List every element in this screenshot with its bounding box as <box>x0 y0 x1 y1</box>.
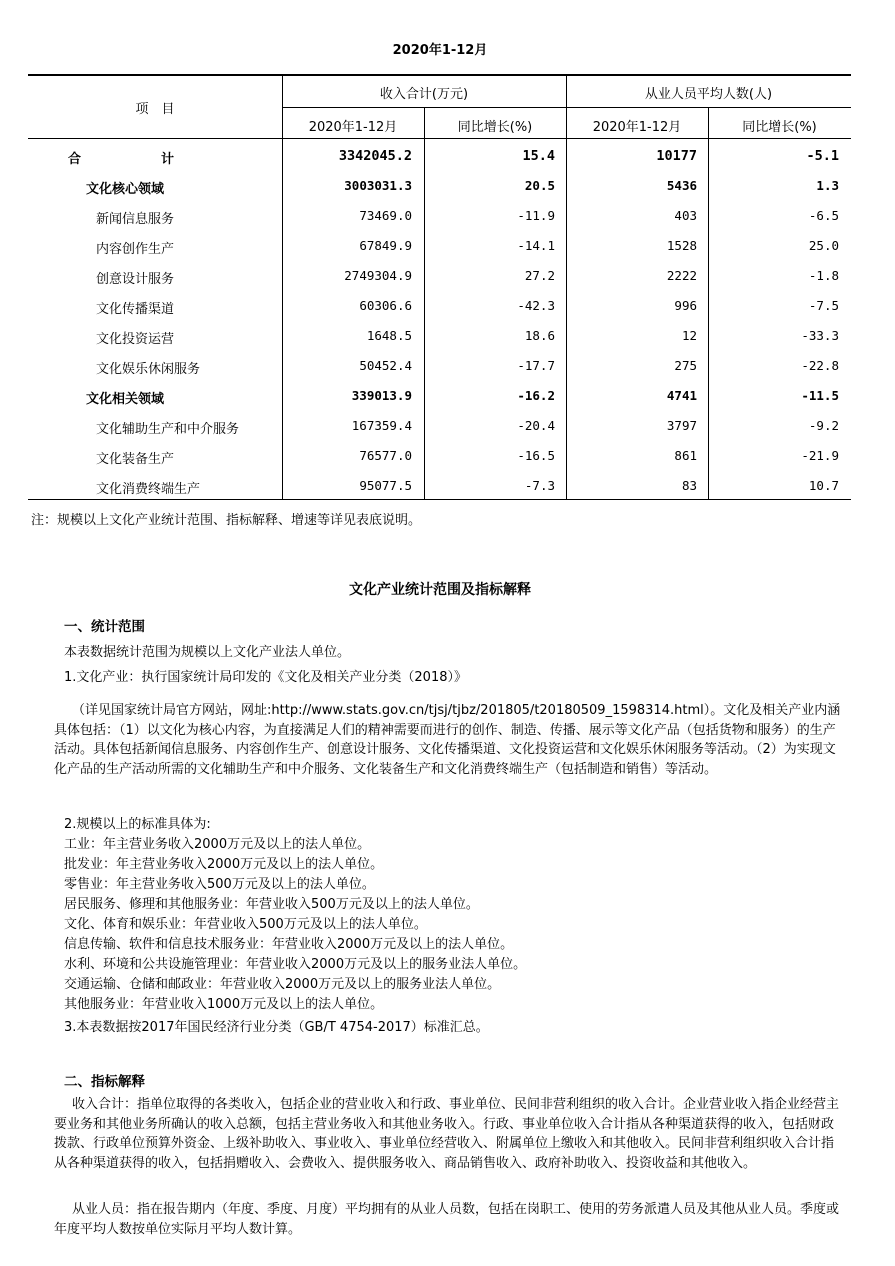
scope-item-2: 2.规模以上的标准具体为: <box>64 817 211 832</box>
row-revenue: 3342045.2 <box>338 148 412 164</box>
row-emp-growth: -7.5 <box>808 298 839 313</box>
indicator-employees-para: 从业人员：指在报告期内（年度、季度、月度）平均拥有的从业人员数，包括在岗职工、使用的劳务派遣人员及其他从业人员。季度或年度平均人数按单位实际月平均人数计算。 <box>54 1202 840 1237</box>
table-row <box>28 441 851 471</box>
standard-line: 水利、环境和公共设施管理业：年营业收入2000万元及以上的服务业法人单位。 <box>64 957 527 972</box>
row-name: 文化消费终端生产 <box>96 482 201 497</box>
standard-line: 居民服务、修理和其他服务业：年营业收入500万元及以上的法人单位。 <box>64 897 479 912</box>
row-revenue: 60306.6 <box>359 298 412 313</box>
standard-line: 工业：年主营业务收入2000万元及以上的法人单位。 <box>64 837 371 852</box>
period-title: 2020年1-12月 <box>392 43 488 58</box>
table-row <box>28 381 851 411</box>
row-name: 新闻信息服务 <box>96 212 175 227</box>
row-name: 文化核心领域 <box>86 182 165 197</box>
row-employees: 10177 <box>656 148 697 164</box>
standard-line: 交通运输、仓储和邮政业：年营业收入2000万元及以上的服务业法人单位。 <box>64 977 501 992</box>
row-emp-growth: -22.8 <box>801 358 839 373</box>
standard-line: 其他服务业：年营业收入1000万元及以上的法人单位。 <box>64 997 384 1012</box>
row-revenue: 3003031.3 <box>344 178 412 193</box>
row-employees: 2222 <box>666 268 697 283</box>
table-note: 注：规模以上文化产业统计范围、指标解释、增速等详见表底说明。 <box>31 513 422 528</box>
scope-item-3: 3.本表数据按2017年国民经济行业分类（GB/T 4754-2017）标准汇总。 <box>64 1020 489 1035</box>
header-employees: 从业人员平均人数(人) <box>644 87 773 102</box>
row-rev-growth: -7.3 <box>524 478 555 493</box>
standard-line: 信息传输、软件和信息技术服务业：年营业收入2000万元及以上的法人单位。 <box>64 937 514 952</box>
table-row-total <box>28 141 851 171</box>
subheader-emp-growth: 同比增长(%) <box>742 120 817 135</box>
subheader-emp-period: 2020年1-12月 <box>592 120 682 135</box>
row-name: 文化投资运营 <box>96 332 175 347</box>
table-row <box>28 201 851 231</box>
row-name: 内容创作生产 <box>96 242 175 257</box>
scope-intro: 本表数据统计范围为规模以上文化产业法人单位。 <box>64 645 351 660</box>
row-rev-growth: -14.1 <box>517 238 555 253</box>
section-scope-title: 一、统计范围 <box>64 619 145 635</box>
row-rev-growth: -16.2 <box>517 388 555 403</box>
row-emp-growth: -5.1 <box>806 148 839 164</box>
subheader-rev-period: 2020年1-12月 <box>308 120 398 135</box>
row-rev-growth: -11.9 <box>517 208 555 223</box>
row-rev-growth: 27.2 <box>524 268 555 283</box>
header-revenue: 收入合计(万元) <box>379 87 469 102</box>
table-row <box>28 351 851 381</box>
row-employees: 996 <box>674 298 697 313</box>
table-row <box>28 291 851 321</box>
row-emp-growth: -9.2 <box>808 418 839 433</box>
table-row <box>28 321 851 351</box>
row-rev-growth: -17.7 <box>517 358 555 373</box>
row-name: 文化相关领域 <box>86 392 165 407</box>
row-emp-growth: -33.3 <box>801 328 839 343</box>
row-emp-growth: -6.5 <box>808 208 839 223</box>
header-bottom-rule <box>28 138 851 139</box>
row-emp-growth: -21.9 <box>801 448 839 463</box>
row-employees: 861 <box>674 448 697 463</box>
standard-line: 批发业：年主营业务收入2000万元及以上的法人单位。 <box>64 857 384 872</box>
row-revenue: 50452.4 <box>359 358 412 373</box>
row-revenue: 67849.9 <box>359 238 412 253</box>
row-employees: 403 <box>674 208 697 223</box>
row-revenue: 76577.0 <box>359 448 412 463</box>
row-name: 创意设计服务 <box>96 272 175 287</box>
section-indicator-title: 二、指标解释 <box>64 1074 145 1090</box>
indicator-revenue-para: 收入合计：指单位取得的各类收入，包括企业的营业收入和行政、事业单位、民间非营利组织的收入合计。企业营业收入指企业经营主要业务和其他业务所确认的收入总额，包括主营业务收入和其他业务收入。行政、事业单位收入合计指从各种渠道获得的收入，包括财政拨款、行政单位预算外资金、上级补助收入、事业收入、事业单位经营收入、附属单位上缴收入和其他收入。民间非营利组织收入合计指从各种渠道获得的收入，包括捐赠收入、会费收入、提供服务收入、商品销售收入、政府补助收入、投资收益和其他收入。 <box>54 1097 840 1171</box>
row-employees: 12 <box>681 328 697 343</box>
row-emp-growth: 25.0 <box>808 238 839 253</box>
scope-item-1: 1.文化产业：执行国家统计局印发的《文化及相关产业分类（2018）》 <box>64 670 467 685</box>
standard-line: 文化、体育和娱乐业：年营业收入500万元及以上的法人单位。 <box>64 917 427 932</box>
row-revenue: 73469.0 <box>359 208 412 223</box>
row-rev-growth: -42.3 <box>517 298 555 313</box>
row-employees: 275 <box>674 358 697 373</box>
row-revenue: 339013.9 <box>351 388 412 403</box>
table-row <box>28 471 851 501</box>
table-row <box>28 231 851 261</box>
row-rev-growth: -16.5 <box>517 448 555 463</box>
row-name: 文化装备生产 <box>96 452 175 467</box>
row-name: 文化辅助生产和中介服务 <box>96 422 240 437</box>
row-emp-growth: 1.3 <box>816 178 839 193</box>
scope-paragraph: （详见国家统计局官方网站，网址:http://www.stats.gov.cn/tjsj/tjbz/201805/t20180509_1598314.html）。文化及相关产业内涵具体包括：（1）以文化为核心内容，为直接满足人们的精神需要而进行的创作、制造、传播、展示等文化产品（包括货物和服务）的生产活动。具体包括新闻信息服务、内容创作生产、创意设计服务、文化传播渠道、文化投资运营和文化娱乐休闲服务等活动。（2）为实现文化产品的生产活动所需的文化辅助生产和中介服务、文化装备生产和文化消费终端生产（包括制造和销售）等活动。 <box>54 703 841 777</box>
row-rev-growth: 18.6 <box>524 328 555 343</box>
row-emp-growth: -1.8 <box>808 268 839 283</box>
header-item: 项 目 <box>135 102 175 117</box>
explain-title: 文化产业统计范围及指标解释 <box>349 582 531 598</box>
table-top-rule <box>28 74 851 76</box>
row-rev-growth: 20.5 <box>524 178 555 193</box>
row-revenue: 2749304.9 <box>344 268 412 283</box>
table-row <box>28 171 851 201</box>
table-row <box>28 411 851 441</box>
row-rev-growth: -20.4 <box>517 418 555 433</box>
row-employees: 3797 <box>666 418 697 433</box>
row-employees: 4741 <box>666 388 697 403</box>
row-employees: 83 <box>681 478 697 493</box>
table-row <box>28 261 851 291</box>
row-employees: 5436 <box>666 178 697 193</box>
row-name: 合 计 <box>68 152 193 167</box>
subheader-rev-growth: 同比增长(%) <box>457 120 533 135</box>
row-revenue: 167359.4 <box>351 418 412 433</box>
row-emp-growth: 10.7 <box>808 478 839 493</box>
standard-line: 零售业：年主营业务收入500万元及以上的法人单位。 <box>64 877 375 892</box>
row-revenue: 1648.5 <box>366 328 412 343</box>
row-rev-growth: 15.4 <box>522 148 555 164</box>
row-emp-growth: -11.5 <box>801 388 839 403</box>
row-revenue: 95077.5 <box>359 478 412 493</box>
row-name: 文化娱乐休闲服务 <box>96 362 201 377</box>
row-name: 文化传播渠道 <box>96 302 175 317</box>
row-employees: 1528 <box>666 238 697 253</box>
